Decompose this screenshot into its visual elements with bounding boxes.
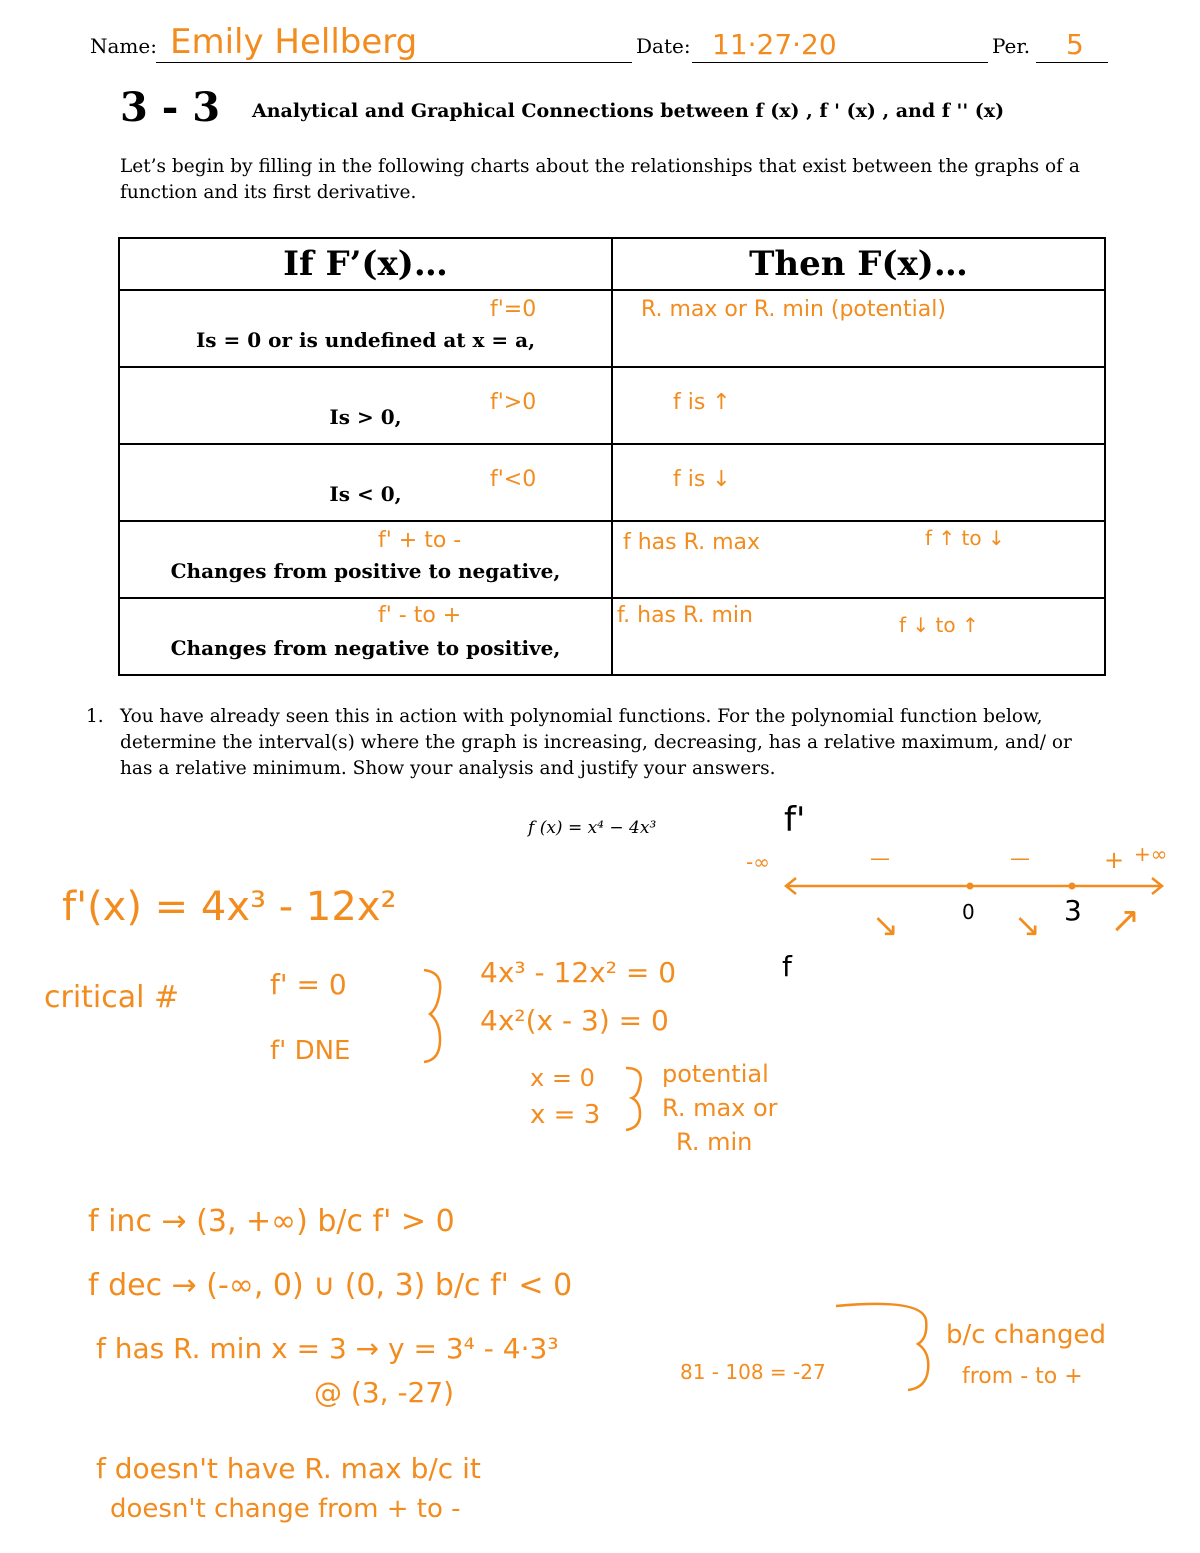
sign-chart-right-end: +∞ <box>1134 842 1168 866</box>
answer-arrows: f ↑ to ↓ <box>925 526 1005 550</box>
header-then: Then F(x)… <box>612 238 1105 290</box>
sign-chart-function-label: f <box>782 950 792 983</box>
period-label: Per. <box>992 34 1031 58</box>
section-title: Analytical and Graphical Connections between f (x) , f ' (x) , and f '' (x) <box>252 100 1005 122</box>
work-condition: f' = 0 <box>270 968 347 1001</box>
answer-text: R. max or R. min (potential) <box>641 297 946 322</box>
work-brace <box>832 1298 942 1394</box>
problem-number: 1. <box>86 706 104 727</box>
work-equation: 4x²(x - 3) = 0 <box>480 1004 669 1037</box>
date-label: Date: <box>636 34 691 58</box>
sign-chart-left-end: -∞ <box>746 850 770 874</box>
sign-chart-sign: — <box>1010 846 1030 870</box>
condition-note: f' - to + <box>378 603 462 628</box>
condition-text: Is = 0 or is undefined at x = a, <box>195 328 536 352</box>
sign-chart-point: 3 <box>1064 894 1082 927</box>
answer-text: f has R. max <box>623 530 761 555</box>
work-decreasing: f dec → (-∞, 0) ∪ (0, 3) b/c f' < 0 <box>88 1268 573 1303</box>
work-increasing: f inc → (3, +∞) b/c f' > 0 <box>88 1204 455 1239</box>
period-underline <box>1036 62 1108 63</box>
work-brace <box>622 1062 652 1134</box>
condition-cell <box>119 521 612 598</box>
answer-arrows: f ↓ to ↑ <box>899 613 979 637</box>
answer-text: f is ↓ <box>673 467 731 492</box>
work-solution: x = 0 <box>530 1064 595 1092</box>
table-row <box>119 598 1105 675</box>
answer-cell[interactable] <box>612 290 1105 367</box>
header-if: If F’(x)… <box>119 238 612 290</box>
condition-cell <box>119 598 612 675</box>
condition-text: Changes from negative to positive, <box>170 636 561 660</box>
answer-text: f is ↑ <box>673 390 731 415</box>
date-underline <box>692 62 988 63</box>
relationship-table <box>118 237 1106 676</box>
table-row <box>119 367 1105 444</box>
work-condition: f' DNE <box>270 1036 351 1066</box>
work-no-max: doesn't change from + to - <box>110 1494 461 1524</box>
condition-note: f'>0 <box>490 390 537 415</box>
problem-function: f (x) = x⁴ − 4x³ <box>528 818 657 838</box>
answer-cell[interactable] <box>612 444 1105 521</box>
work-potential: R. min <box>676 1128 753 1156</box>
condition-note: f'<0 <box>490 467 537 492</box>
name-label: Name: <box>90 34 157 58</box>
condition-text: Is > 0, <box>329 405 402 429</box>
sign-chart-derivative-label: f' <box>784 800 806 840</box>
work-min-calc: 81 - 108 = -27 <box>680 1360 826 1384</box>
sign-chart-arrow: ↗ <box>1110 900 1141 941</box>
date-value[interactable]: 11·27·20 <box>712 28 837 61</box>
work-derivative: f'(x) = 4x³ - 12x² <box>62 884 397 930</box>
work-solution: x = 3 <box>530 1100 601 1130</box>
sign-chart-arrow: ↘ <box>1014 906 1041 944</box>
table-row <box>119 290 1105 367</box>
work-min: f has R. min x = 3 → y = 3⁴ - 4·3³ <box>96 1332 559 1365</box>
sign-chart-number-line <box>780 874 1170 898</box>
work-no-max: f doesn't have R. max b/c it <box>96 1452 481 1485</box>
work-justify: from - to + <box>962 1364 1083 1389</box>
problem-text: You have already seen this in action with polynomial functions. For the polynomial function below, determine the interval(s) where the graph is increasing, decreasing, has a relative maximum, and/ or has a relative minimum. Show your analysis and justify your answers. <box>120 706 1072 779</box>
answer-text: f. has R. min <box>617 603 753 628</box>
period-value[interactable]: 5 <box>1066 28 1084 61</box>
answer-cell[interactable] <box>612 367 1105 444</box>
work-potential: potential <box>662 1060 769 1088</box>
condition-note: f'=0 <box>490 297 537 322</box>
table-row <box>119 444 1105 521</box>
work-min-point: @ (3, -27) <box>314 1376 455 1409</box>
work-equation: 4x³ - 12x² = 0 <box>480 956 677 989</box>
condition-text: Changes from positive to negative, <box>170 559 561 583</box>
condition-cell <box>119 290 612 367</box>
work-justify: b/c changed <box>946 1320 1107 1350</box>
name-value[interactable]: Emily Hellberg <box>170 22 418 62</box>
answer-cell[interactable] <box>612 521 1105 598</box>
condition-cell <box>119 444 612 521</box>
work-brace <box>420 964 450 1068</box>
section-number: 3 - 3 <box>120 84 221 131</box>
answer-cell[interactable] <box>612 598 1105 675</box>
condition-note: f' + to - <box>378 528 462 553</box>
table-row <box>119 521 1105 598</box>
intro-text: Let’s begin by filling in the following charts about the relationships that exist between the graphs of a function and its first derivative. <box>120 156 1080 203</box>
condition-cell <box>119 367 612 444</box>
work-potential: R. max or <box>662 1094 778 1122</box>
sign-chart-sign: — <box>870 846 890 870</box>
name-underline <box>156 62 632 63</box>
work-critical-label: critical # <box>44 980 180 1015</box>
sign-chart-sign: + <box>1104 846 1125 874</box>
sign-chart-arrow: ↘ <box>872 906 899 944</box>
condition-text: Is < 0, <box>329 482 402 506</box>
sign-chart-point: 0 <box>962 900 975 924</box>
